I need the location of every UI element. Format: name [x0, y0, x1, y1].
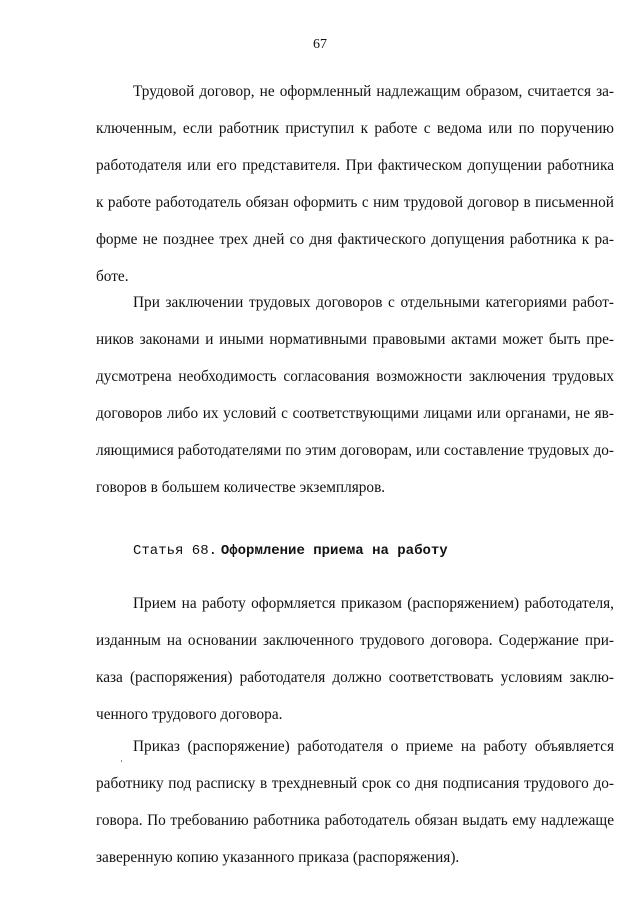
paragraph-line: боте.	[96, 268, 129, 285]
paragraph-employment-contract	[96, 82, 614, 304]
article-title: Оформление приема на работу	[220, 543, 448, 559]
paragraph-line: ключенным, если работник приступил к работе с ведома или по поручению	[96, 120, 614, 137]
paragraph-line: Прием на работу оформляется приказом (распоряжением) работодателя,	[133, 595, 614, 612]
article-number: Статья 68.	[133, 543, 218, 559]
page-number: 67	[313, 37, 327, 52]
paragraph-order-announcement	[96, 737, 614, 885]
paragraph-line: При заключении трудовых договоров с отдельными категориями работ-	[133, 294, 614, 311]
paragraph-line: Приказ (распоряжение) работодателя о приеме на работу объявляется	[133, 738, 614, 755]
paragraph-line: форме не позднее трех дней со дня фактического допущения работника к ра-	[96, 231, 614, 248]
paragraph-hiring-order	[96, 594, 614, 742]
paragraph-line: договоров либо их условий с соответствующими лицами или органами, не яв-	[96, 405, 614, 422]
paragraph-line: каза (распоряжения) работодателя должно соответствовать условиям заклю-	[96, 669, 614, 686]
paragraph-line: ляющимися работодателями по этим договорам, или составление трудовых до-	[96, 442, 614, 459]
paragraph-special-categories	[96, 293, 614, 515]
paragraph-line: Трудовой договор, не оформленный надлежащим образом, считается за-	[133, 83, 614, 100]
paragraph-line: к работе работодатель обязан оформить с ним трудовой договор в письменной	[96, 194, 614, 211]
paragraph-line: заверенную копию указанного приказа (распоряжения).	[96, 849, 460, 866]
paragraph-line: работодателя или его представителя. При фактическом допущении работника	[96, 157, 614, 174]
paragraph-line: говора. По требованию работника работодатель обязан выдать ему надлежаще	[96, 812, 614, 829]
article-heading	[133, 540, 448, 561]
paragraph-line: дусмотрена необходимость согласования возможности заключения трудовых	[96, 368, 614, 385]
paragraph-line: ников законами и иными нормативными правовыми актами может быть пре-	[96, 331, 614, 348]
paragraph-line: изданным на основании заключенного трудового договора. Содержание при-	[96, 632, 614, 649]
scan-speck	[121, 760, 122, 762]
paragraph-line: работнику под расписку в трехдневный срок со дня подписания трудового до-	[96, 775, 614, 792]
paragraph-line: ченного трудового договора.	[96, 706, 283, 723]
paragraph-line: говоров в большем количестве экземпляров.	[96, 479, 386, 496]
